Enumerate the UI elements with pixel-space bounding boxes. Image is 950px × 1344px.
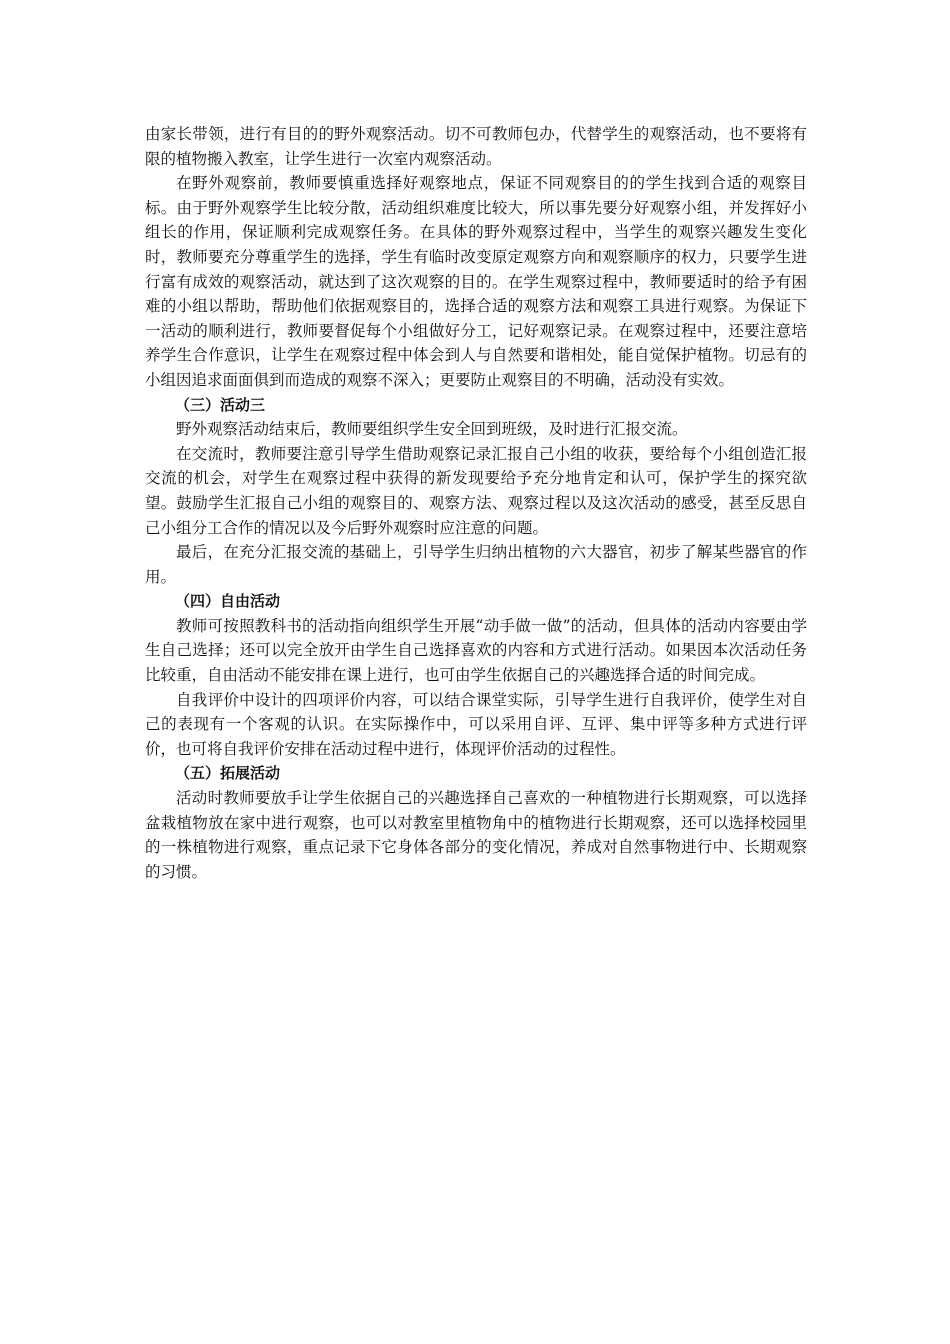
paragraph-self-evaluation: 自我评价中设计的四项评价内容，可以结合课堂实际，引导学生进行自我评价，使学生对自己的表现有一个客观的认识。在实际操作中，可以采用自评、互评、集中评等多种方式进行评价，也可将自我评价安排在活动过程中进行，体现评价活动的过程性。 (145, 690, 807, 758)
section-heading-free-activity: （四）自由活动 (175, 592, 281, 611)
document-body (145, 122, 807, 884)
paragraph-field-observation-prep: 在野外观察前，教师要慎重选择好观察地点，保证不同观察目的的学生找到合适的观察目标。由于野外观察学生比较分散，活动组织难度比较大，所以事先要分好观察小组，并发挥好小组长的作用，保证顺利完成观察任务。在具体的野外观察过程中，当学生的观察兴趣发生变化时，教师要充分尊重学生的选择，学生有临时改变原定观察方向和观察顺序的权力，只要学生进行富有成效的观察活动，就达到了这次观察的目的。在学生观察过程中，教师要适时的给予有困难的小组以帮助，帮助他们依据观察目的，选择合适的观察方法和观察工具进行观察。为保证下一活动的顺利进行，教师要督促每个小组做好分工，记好观察记录。在观察过程中，还要注意培养学生合作意识，让学生在观察过程中体会到人与自然要和谐相处，能自觉保护植物。切忌有的小组因追求面面俱到而造成的观察不深入；更要防止观察目的不明确，活动没有实效。 (145, 174, 807, 389)
paragraph-hands-on-activity: 教师可按照教科书的活动指向组织学生开展“动手做一做”的活动，但具体的活动内容要由学生自己选择；还可以完全放开由学生自己选择喜欢的内容和方式进行活动。如果因本次活动任务比较重，自由活动不能安排在课上进行，也可由学生依据自己的兴趣选择合适的时间完成。 (145, 616, 807, 685)
paragraph-exchange-guidance: 在交流时，教师要注意引导学生借助观察记录汇报自己小组的收获，要给每个小组创造汇报交流的机会，对学生在观察过程中获得的新发现要给予充分地肯定和认可，保护学生的探究欲望。鼓励学生汇报自己小组的观察目的、观察方法、观察过程以及这次活动的感受，甚至反思自己小组分工合作的情况以及今后野外观察时应注意的问题。 (145, 444, 807, 537)
paragraph-return-to-class: 野外观察活动结束后，教师要组织学生安全回到班级，及时进行汇报交流。 (176, 420, 688, 439)
section-heading-extension-activity: （五）拓展活动 (175, 764, 281, 783)
paragraph-long-term-observation: 活动时教师要放手让学生依据自己的兴趣选择自己喜欢的一种植物进行长期观察，可以选择盆栽植物放在家中进行观察，也可以对教室里植物角中的植物进行长期观察，还可以选择校园里的一株植物进行观察，重点记录下它身体各部分的变化情况，养成对自然事物进行中、长期观察的习惯。 (145, 789, 807, 881)
paragraph-continuation: 由家长带领，进行有目的的野外观察活动。切不可教师包办，代替学生的观察活动，也不要将有限的植物搬入教室，让学生进行一次室内观察活动。 (145, 125, 807, 168)
paragraph-six-organs: 最后，在充分汇报交流的基础上，引导学生归纳出植物的六大器官，初步了解某些器官的作用。 (145, 543, 807, 586)
section-heading-activity-three: （三）活动三 (175, 395, 266, 414)
